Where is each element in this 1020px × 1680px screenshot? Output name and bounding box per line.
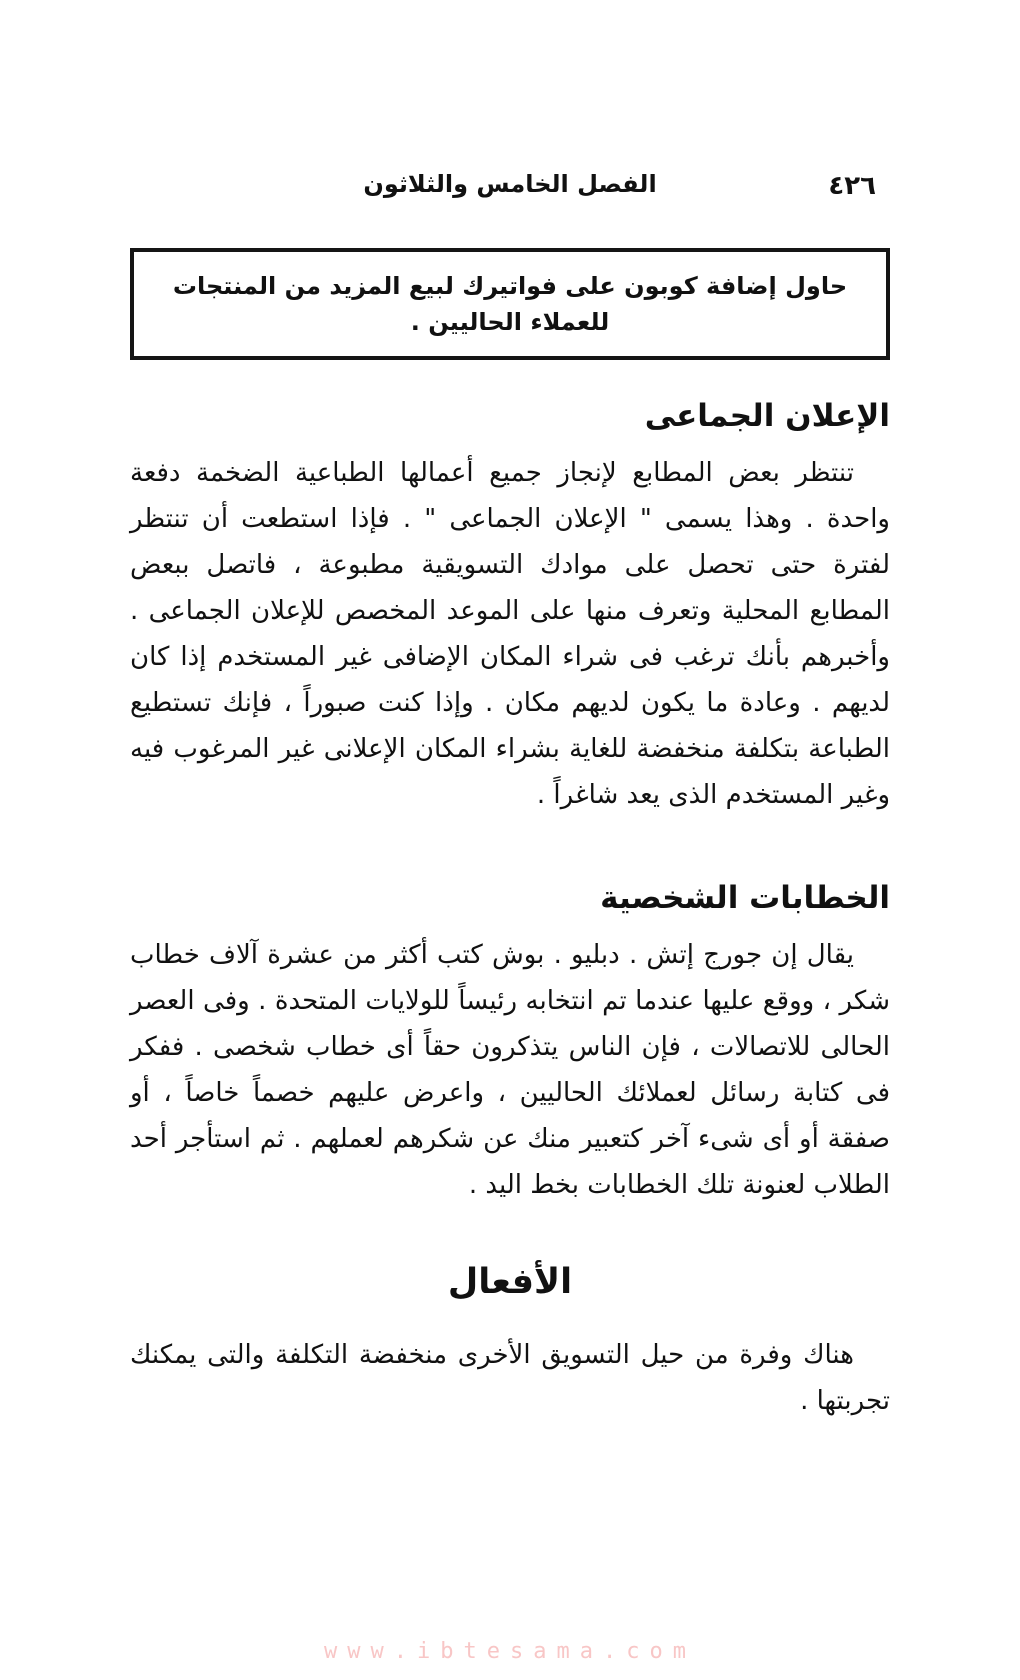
section-heading-personal-letters: الخطابات الشخصية [600,880,890,916]
page-content [130,0,890,1424]
section-paragraph-group-advertising: تنتظر بعض المطابع لإنجاز جميع أعمالها الطباعية الضخمة دفعة واحدة . وهذا يسمى " الإعلان الجماعى " . فإذا استطعت أن تنتظر لفترة حتى تحصل على موادك التسويقية مطبوعة ، فاتصل ببعض المطابع المحلية وتعرف منها على الموعد المخصص للإعلان الجماعى . وأخبرهم بأنك ترغب فى شراء المكان الإضافى غير المستخدم إذا كان لديهم . وعادة ما يكون لديهم مكان . وإذا كنت صبوراً ، فإنك تستطيع الطباعة بتكلفة منخفضة للغاية بشراء المكان الإعلانى غير المرغوب فيه وغير المستخدم الذى يعد شاغراً . [130,458,890,810]
section-heading-group-advertising: الإعلان الجماعى [644,398,890,434]
page-number: ٤٢٦ [828,171,876,201]
page-header [130,170,890,208]
tip-box-text: حاول إضافة كوبون على فواتيرك لبيع المزيد من المنتجات للعملاء الحاليين . [172,272,848,336]
section-paragraph-personal-letters: يقال إن جورج إتش . دبليو . بوش كتب أكثر من عشرة آلاف خطاب شكر ، ووقع عليها عندما تم انتخابه رئيساً للولايات المتحدة . وفى العصر الحالى للاتصالات ، فإن الناس يتذكرون حقاً أى خطاب شخصى . ففكر فى كتابة رسائل لعملائك الحاليين ، واعرض عليهم خصماً خاصاً ، أو صفقة أو أى شىء آخر كتعبير منك عن شكرهم لعملهم . ثم استأجر أحد الطلاب لعنونة تلك الخطابات بخط اليد . [130,940,890,1200]
section-paragraph-actions: هناك وفرة من حيل التسويق الأخرى منخفضة التكلفة والتى يمكنك تجربتها . [130,1340,890,1416]
watermark: www.ibtesama.com [324,1639,696,1664]
section-heading-actions: الأفعال [447,1262,573,1302]
tip-box [130,248,890,360]
chapter-title: الفصل الخامس والثلاثون [363,170,657,198]
